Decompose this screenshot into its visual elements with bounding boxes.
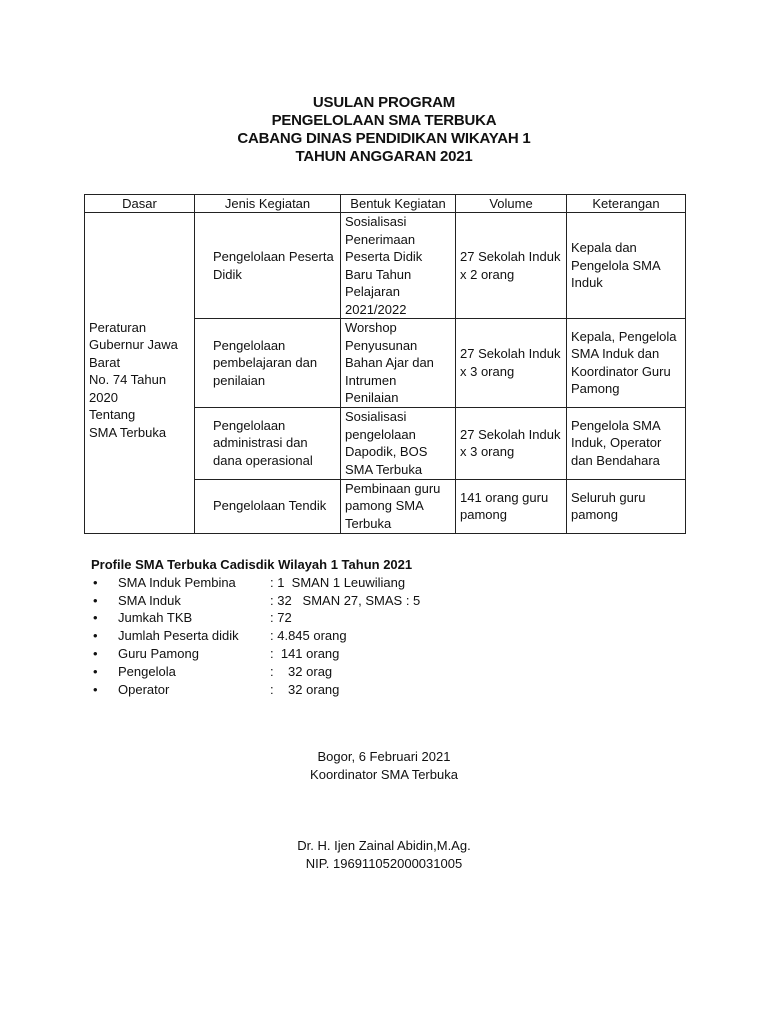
program-table xyxy=(84,194,686,534)
document-title xyxy=(0,94,768,166)
bullet-icon: • xyxy=(93,681,98,697)
volume-cell: 27 Sekolah Induk x 3 orang xyxy=(456,319,567,408)
jenis-kegiatan-cell: Pengelolaan Tendik xyxy=(195,479,341,533)
bullet-icon: • xyxy=(93,610,98,626)
bentuk-kegiatan-cell: Sosialisasi pengelolaan Dapodik, BOS SMA Terbuka xyxy=(341,407,456,479)
dasar-line: Gubernur Jawa xyxy=(89,337,178,352)
jenis-kegiatan-cell: Pengelolaan administrasi dan dana operasional xyxy=(195,407,341,479)
title-line-3: CABANG DINAS PENDIDIKAN WIKAYAH 1 xyxy=(237,130,531,147)
list-item xyxy=(91,645,691,663)
list-item xyxy=(91,609,691,627)
title-line-4: TAHUN ANGGARAN 2021 xyxy=(295,148,473,165)
dasar-line: SMA Terbuka xyxy=(89,424,167,440)
volume-cell: 141 orang guru pamong xyxy=(456,479,567,533)
profile-value: : 32 orang xyxy=(270,681,340,697)
dasar-line: Tentang xyxy=(89,407,136,422)
title-line-2: PENGELOLAAN SMA TERBUKA xyxy=(271,112,497,129)
volume-cell: 27 Sekolah Induk x 3 orang xyxy=(456,407,567,479)
profile-value: : 4.845 orang xyxy=(270,628,347,644)
keterangan-cell: Pengelola SMA Induk, Operator dan Bendahara xyxy=(567,407,686,479)
column-header-keterangan: Keterangan xyxy=(567,195,686,213)
signatory-name: Dr. H. Ijen Zainal Abidin,M.Ag. xyxy=(297,838,471,853)
bentuk-kegiatan-cell: Worshop Penyusunan Bahan Ajar dan Intrumen Penilaian xyxy=(341,319,456,408)
list-item xyxy=(91,574,691,592)
signature-place-date: Bogor, 6 Februari 2021 xyxy=(317,749,451,764)
bentuk-kegiatan-cell: Sosialisasi Penerimaan Peserta Didik Baru Tahun Pelajaran 2021/2022 xyxy=(341,213,456,319)
dasar-line: No. 74 Tahun xyxy=(89,372,167,387)
keterangan-cell: Seluruh guru pamong xyxy=(567,479,686,533)
profile-value: : 1 SMAN 1 Leuwiliang xyxy=(270,574,406,590)
profile-section xyxy=(91,556,691,698)
list-item xyxy=(91,592,691,610)
jenis-kegiatan-cell: Pengelolaan pembelajaran dan penilaian xyxy=(195,319,341,408)
dasar-cell xyxy=(85,213,195,534)
dasar-line: Barat xyxy=(89,354,121,370)
bullet-icon: • xyxy=(93,574,98,590)
column-header-dasar: Dasar xyxy=(85,195,195,213)
profile-label: SMA Induk Pembina xyxy=(118,574,236,590)
column-header-volume: Volume xyxy=(456,195,567,213)
profile-label: Operator xyxy=(118,681,170,697)
profile-value: : 32 SMAN 27, SMAS : 5 xyxy=(270,592,421,608)
column-header-bentuk-kegiatan: Bentuk Kegiatan xyxy=(341,195,456,213)
profile-value: : 141 orang xyxy=(270,645,340,661)
list-item xyxy=(91,663,691,681)
profile-label: SMA Induk xyxy=(118,592,181,608)
profile-label: Pengelola xyxy=(118,663,176,679)
list-item xyxy=(91,627,691,645)
signatory-nip: NIP. 196911052000031005 xyxy=(305,856,463,871)
table-header-row xyxy=(85,195,686,213)
profile-title: Profile SMA Terbuka Cadisdik Wilayah 1 Tahun 2021 xyxy=(91,557,413,572)
bullet-icon: • xyxy=(93,628,98,644)
keterangan-cell: Kepala dan Pengelola SMA Induk xyxy=(567,213,686,319)
list-item xyxy=(91,681,691,699)
volume-cell: 27 Sekolah Induk x 2 orang xyxy=(456,213,567,319)
bentuk-kegiatan-cell: Pembinaan guru pamong SMA Terbuka xyxy=(341,479,456,533)
bullet-icon: • xyxy=(93,663,98,679)
profile-label: Guru Pamong xyxy=(118,645,199,661)
signature-position: Koordinator SMA Terbuka xyxy=(310,767,458,782)
title-line-1: USULAN PROGRAM xyxy=(312,94,456,111)
profile-list xyxy=(91,574,691,699)
keterangan-cell: Kepala, Pengelola SMA Induk dan Koordinator Guru Pamong xyxy=(567,319,686,408)
table-row xyxy=(85,213,686,319)
column-header-jenis-kegiatan: Jenis Kegiatan xyxy=(195,195,341,213)
dasar-line: Peraturan xyxy=(89,319,147,335)
profile-label: Jumkah TKB xyxy=(118,610,193,626)
profile-value: : 32 orag xyxy=(270,663,333,679)
profile-label: Jumlah Peserta didik xyxy=(118,628,239,644)
bullet-icon: • xyxy=(93,645,98,661)
dasar-line: 2020 xyxy=(89,389,118,405)
jenis-kegiatan-cell: Pengelolaan Peserta Didik xyxy=(195,213,341,319)
bullet-icon: • xyxy=(93,592,98,608)
profile-value: : 72 xyxy=(270,610,292,626)
